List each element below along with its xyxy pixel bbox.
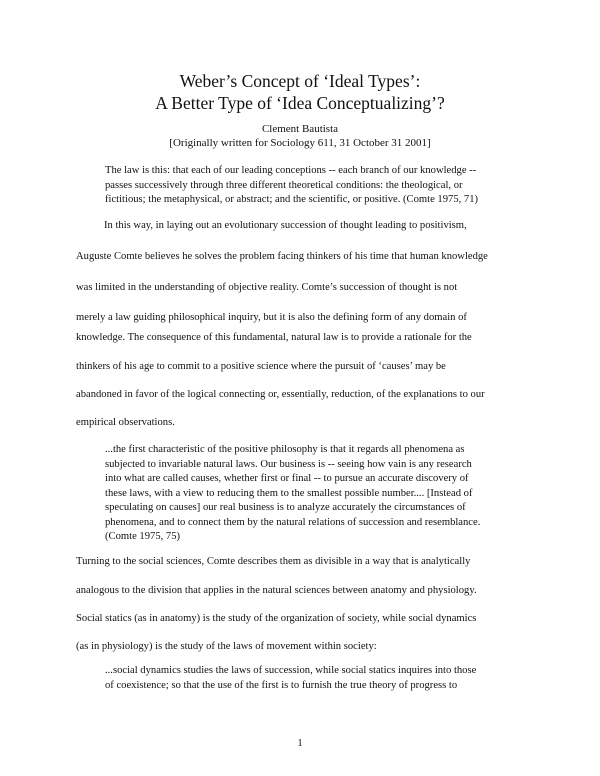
- quote-line: speculating on causes] our real business is to analyze accurately the circumstances of: [105, 502, 466, 513]
- quote-line: ...social dynamics studies the laws of succession, while social statics inquires into those: [105, 665, 477, 676]
- paragraph-line: In this way, in laying out an evolutionary succession of thought leading to positivism,: [104, 220, 467, 231]
- title-line-1: Weber’s Concept of ‘Ideal Types’:: [179, 71, 421, 91]
- quote-line: ...the first characteristic of the positive philosophy is that it regards all phenomena as: [105, 444, 465, 455]
- paragraph-line: Social statics (as in anatomy) is the study of the organization of society, while social dynamics: [76, 613, 477, 624]
- paragraph-line: abandoned in favor of the logical connecting or, essentially, reduction, of the explanations to our: [76, 389, 485, 400]
- paragraph-line: knowledge. The consequence of this fundamental, natural law is to provide a rationale for the: [76, 332, 472, 343]
- paragraph-line: merely a law guiding philosophical inquiry, but it is also the defining form of any domain of: [76, 312, 467, 323]
- author-name: Clement Bautista: [261, 123, 339, 135]
- page-number: 1: [297, 738, 303, 749]
- quote-line: of coexistence; so that the use of the first is to furnish the true theory of progress to: [105, 679, 458, 691]
- quote-line: into what are called causes, whether first or final -- to pursue an accurate discovery of: [105, 473, 469, 484]
- block-quote-3: [105, 664, 505, 693]
- paragraph-line: empirical observations.: [76, 417, 175, 428]
- paragraph-line: thinkers of his age to commit to a positive science where the pursuit of ‘causes’ may be: [76, 361, 446, 372]
- quote-line: (Comte 1975, 75): [105, 531, 181, 542]
- quote-line: passes successively through three different theoretical conditions: the theological, or: [105, 179, 463, 191]
- quote-line: fictitious; the metaphysical, or abstract; and the scientific, or positive. (Comte 1975, 71): [105, 194, 479, 205]
- origin-note: [Originally written for Sociology 611, 31 October 31 2001]: [169, 137, 431, 149]
- block-quote-2: [105, 443, 505, 545]
- paragraph-line: was limited in the understanding of objective reality. Comte’s succession of thought is not: [76, 282, 458, 293]
- paragraph-line: (as in physiology) is the study of the laws of movement within society:: [76, 641, 377, 652]
- title-line-2: A Better Type of ‘Idea Conceptualizing’?: [155, 93, 445, 113]
- quote-line: these laws, with a view to reducing them to the smallest possible number.... [Instead of: [105, 487, 473, 499]
- quote-line: subjected to invariable natural laws. Our business is -- seeing how vain is any research: [105, 458, 472, 470]
- paragraph-line: Turning to the social sciences, Comte describes them as divisible in a way that is analytically: [76, 556, 471, 567]
- paragraph-line: Auguste Comte believes he solves the problem facing thinkers of his time that human knowledge: [76, 251, 488, 262]
- block-quote-1: [105, 164, 505, 208]
- quote-line: phenomena, and to connect them by the natural relations of succession and resemblance.: [105, 516, 481, 528]
- paragraph-line: analogous to the division that applies in the natural sciences between anatomy and physiology.: [76, 585, 477, 596]
- quote-line: The law is this: that each of our leading conceptions -- each branch of our knowledge --: [105, 165, 477, 176]
